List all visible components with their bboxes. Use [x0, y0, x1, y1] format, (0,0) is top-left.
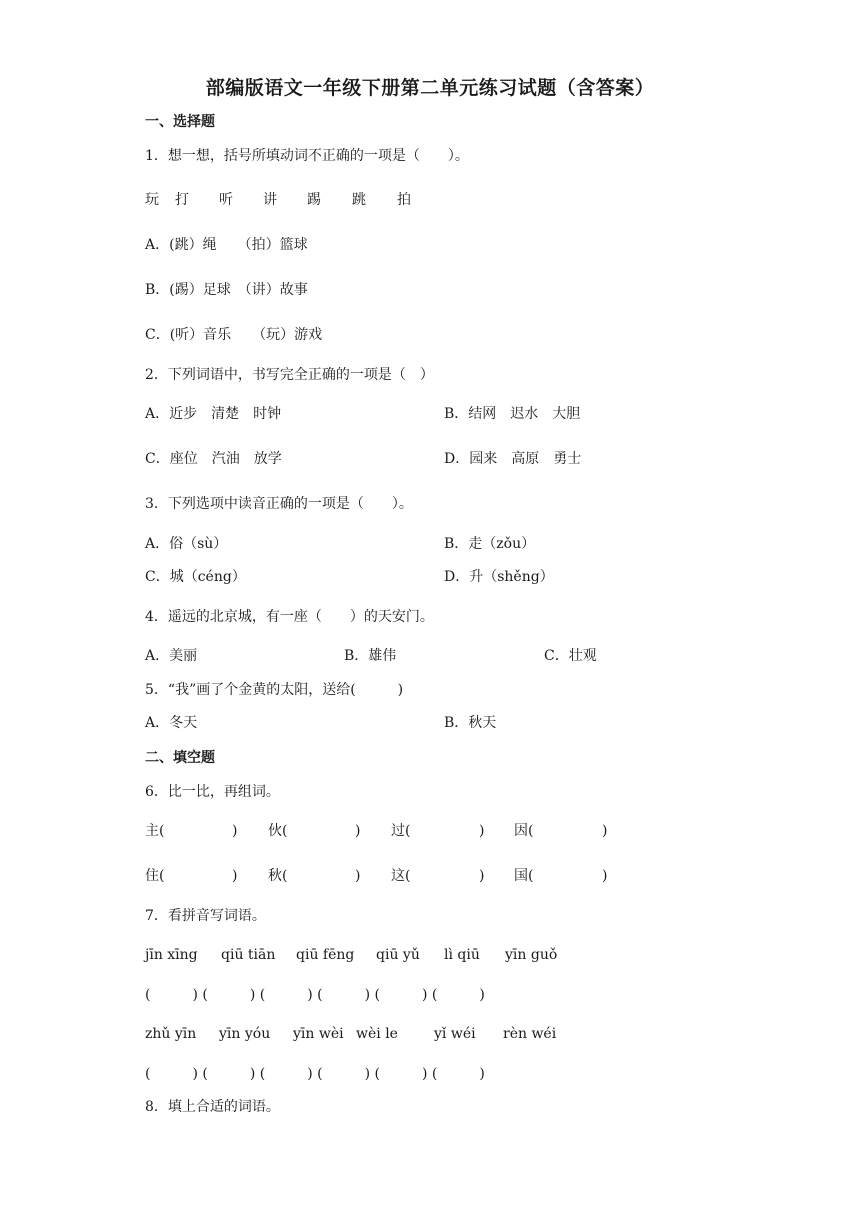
question-2-option-b[interactable]: B．结网 迟水 大胆: [444, 406, 581, 422]
verb-item: 讲: [263, 192, 277, 208]
page-title: 部编版语文一年级下册第二单元练习试题（含答案）: [205, 77, 655, 99]
char-blank-open: 这(: [391, 868, 411, 884]
question-2-option-d[interactable]: D．园来 高原 勇士: [444, 451, 582, 467]
question-4-option-a[interactable]: A．美丽: [145, 648, 198, 664]
verb-item: 踢: [307, 192, 321, 208]
pinyin-item: yǐ wéi: [434, 1026, 476, 1042]
section-heading-fill: 二、填空题: [145, 750, 215, 766]
pinyin-item: qiū tiān: [221, 947, 276, 963]
char-blank-close[interactable]: ): [479, 823, 485, 839]
verb-item: 听: [219, 192, 233, 208]
question-4-option-b[interactable]: B．雄伟: [344, 648, 397, 664]
pinyin-item: lì qiū: [444, 947, 480, 963]
char-blank-close[interactable]: ): [479, 868, 485, 884]
question-3-option-c[interactable]: C．城（céng）: [145, 569, 246, 585]
char-blank-close[interactable]: ): [602, 823, 608, 839]
question-1-option-c[interactable]: C．(听）音乐 （玩）游戏: [145, 327, 323, 343]
pinyin-item: wèi le: [356, 1026, 398, 1042]
question-5-option-a[interactable]: A．冬天: [145, 715, 198, 731]
question-7-stem: 7．看拼音写词语。: [145, 908, 266, 924]
char-blank-open: 伙(: [268, 823, 288, 839]
char-blank-open: 秋(: [268, 868, 288, 884]
question-8-stem: 8．填上合适的词语。: [145, 1099, 280, 1115]
pinyin-item: zhǔ yīn: [145, 1026, 197, 1042]
question-2-option-c[interactable]: C．座位 汽油 放学: [145, 451, 282, 467]
question-4-stem: 4．遥远的北京城，有一座（ ）的天安门。: [145, 609, 434, 625]
question-1-stem: 1．想一想，括号所填动词不正确的一项是（ ）。: [145, 148, 469, 164]
section-heading-choice: 一、选择题: [145, 114, 215, 130]
question-1-option-b[interactable]: B．(踢）足球 （讲）故事: [145, 282, 308, 298]
question-3-option-d[interactable]: D．升（shěng）: [444, 569, 554, 585]
question-7-blank-row-1[interactable]: ( ) ( ) ( ) ( ) ( ) ( ): [145, 987, 485, 1003]
char-blank-close[interactable]: ): [355, 868, 361, 884]
char-blank-open: 过(: [391, 823, 411, 839]
pinyin-item: qiū yǔ: [376, 947, 420, 963]
char-blank-close[interactable]: ): [355, 823, 361, 839]
pinyin-item: rèn wéi: [503, 1026, 557, 1042]
verb-item: 拍: [397, 192, 411, 208]
verb-item: 打: [175, 192, 189, 208]
char-blank-open: 主(: [145, 823, 165, 839]
question-2-stem: 2．下列词语中，书写完全正确的一项是（ ）: [145, 367, 434, 383]
question-4-option-c[interactable]: C．壮观: [544, 648, 597, 664]
question-6-stem: 6．比一比，再组词。: [145, 784, 280, 800]
char-blank-close[interactable]: ): [232, 868, 238, 884]
question-2-option-a[interactable]: A．近步 清楚 时钟: [145, 406, 282, 422]
question-5-stem: 5．“我”画了个金黄的太阳，送给( ): [145, 682, 404, 698]
char-blank-open: 国(: [514, 868, 534, 884]
char-blank-open: 因(: [514, 823, 534, 839]
verb-item: 跳: [352, 192, 366, 208]
pinyin-item: yīn wèi: [293, 1026, 344, 1042]
char-blank-open: 住(: [145, 868, 165, 884]
question-3-stem: 3．下列选项中读音正确的一项是（ ）。: [145, 496, 413, 512]
char-blank-close[interactable]: ): [602, 868, 608, 884]
pinyin-item: yīn yóu: [219, 1026, 271, 1042]
question-3-option-b[interactable]: B．走（zǒu）: [444, 536, 536, 552]
question-3-option-a[interactable]: A．俗（sù）: [145, 536, 228, 552]
question-5-option-b[interactable]: B．秋天: [444, 715, 497, 731]
question-7-blank-row-2[interactable]: ( ) ( ) ( ) ( ) ( ) ( ): [145, 1066, 485, 1082]
pinyin-item: jīn xīng: [145, 947, 198, 963]
pinyin-item: yīn guǒ: [505, 947, 558, 963]
char-blank-close[interactable]: ): [232, 823, 238, 839]
verb-item: 玩: [145, 192, 159, 208]
question-1-option-a[interactable]: A．(跳）绳 （拍）篮球: [145, 237, 308, 253]
pinyin-item: qiū fēng: [296, 947, 355, 963]
